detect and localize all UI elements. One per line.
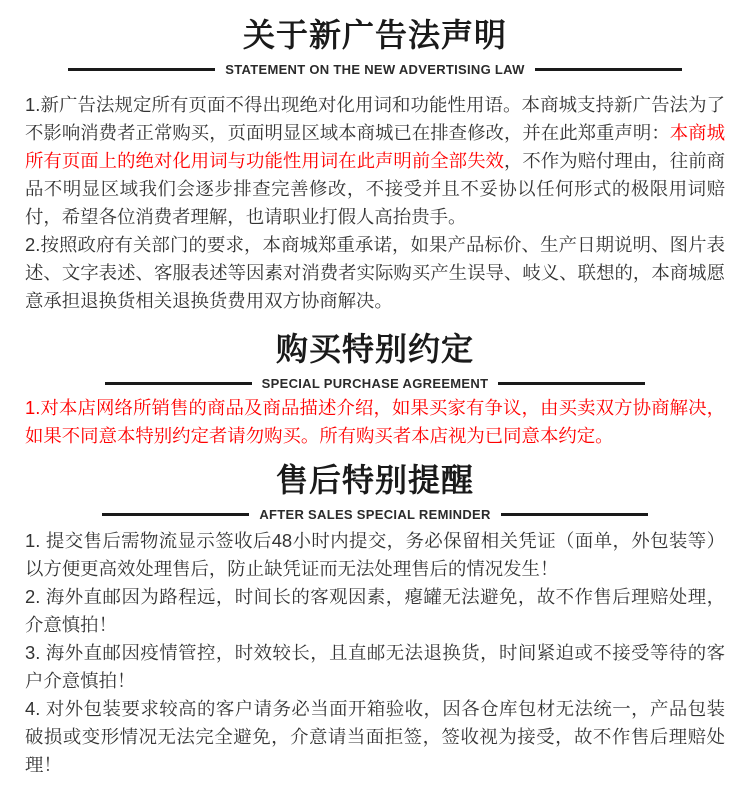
subtitle-left-line: [68, 68, 215, 71]
subtitle-left-line: [102, 513, 249, 516]
emphasis-text-run: 本商城所有页面上的绝对化用词与功能性用词在此声明前全部失效: [25, 122, 725, 171]
section-header: [25, 15, 725, 78]
text-run: 2.按照政府有关部门的要求，本商城郑重承诺，如果产品标价、生产日期说明、图片表述、文字表述、客服表述等因素对消费者实际购买产生误导、岐义、联想的，本商城愿意承担退换货相关退换货费用双方协商解决。: [25, 234, 725, 311]
text-run: ，不作为赔付理由，往前商品不明显区域我们会逐步排查完善修改，不接受并且不妥协以任何形式的极限用词赔付，希望各位消费者理解，也请职业打假人高抬贵手。: [25, 150, 725, 227]
paragraph: [25, 695, 725, 779]
paragraph: [25, 394, 725, 450]
subtitle-right-line: [501, 513, 648, 516]
section-header: [25, 460, 725, 523]
text-run: 1. 提交售后需物流显示签收后48小时内提交，务必保留相关凭证（面单，外包装等）以方便更高效处理售后，防止缺凭证而无法处理售后的情况发生！: [25, 530, 725, 579]
subtitle-right-line: [535, 68, 682, 71]
section-body: [25, 394, 725, 450]
section-subtitle: STATEMENT ON THE NEW ADVERTISING LAW: [225, 61, 525, 77]
section-after-sales-special-reminder: [25, 460, 725, 779]
text-run: 2. 海外直邮因为路程远，时间长的客观因素，瘪罐无法避免，故不作售后理赔处理，介意慎拍！: [25, 586, 725, 635]
text-run: 3. 海外直邮因疫情管控，时效较长，且直邮无法退换货，时间紧迫或不接受等待的客户介意慎拍！: [25, 642, 725, 691]
paragraph: [25, 231, 725, 315]
text-run: 1.新广告法规定所有页面不得出现绝对化用词和功能性用语。本商城支持新广告法为了不影响消费者正常购买，页面明显区域本商城已在排查修改，并在此郑重声明：: [25, 94, 725, 143]
text-run: 4. 对外包装要求较高的客户请务必当面开箱验收，因各仓库包材无法统一，产品包装破损或变形情况无法完全避免，介意请当面拒签，签收视为接受，故不作售后理赔处理！: [25, 698, 725, 775]
section-subtitle-row: [25, 374, 725, 392]
paragraph: [25, 639, 725, 695]
subtitle-right-line: [498, 382, 645, 385]
section-subtitle-row: [25, 60, 725, 78]
section-subtitle: AFTER SALES SPECIAL REMINDER: [259, 506, 491, 522]
paragraph: [25, 527, 725, 583]
section-subtitle: SPECIAL PURCHASE AGREEMENT: [261, 375, 489, 391]
paragraph: [25, 91, 725, 231]
emphasis-text-run: 1.对本店网络所销售的商品及商品描述介绍，如果买家有争议，由买卖双方协商解决，如果不同意本特别约定者请勿购买。所有购买者本店视为已同意本约定。: [25, 397, 725, 446]
sections-root: [25, 15, 725, 779]
section-subtitle-row: [25, 505, 725, 523]
section-title: 关于新广告法声明: [242, 17, 507, 53]
section-title: 售后特别提醒: [275, 462, 474, 498]
section-special-purchase-agreement: [25, 329, 725, 450]
section-advertising-law-statement: [25, 15, 725, 315]
section-header: [25, 329, 725, 392]
subtitle-left-line: [105, 382, 252, 385]
section-body: [25, 91, 725, 315]
section-title: 购买特别约定: [275, 331, 474, 367]
paragraph: [25, 583, 725, 639]
section-body: [25, 527, 725, 779]
